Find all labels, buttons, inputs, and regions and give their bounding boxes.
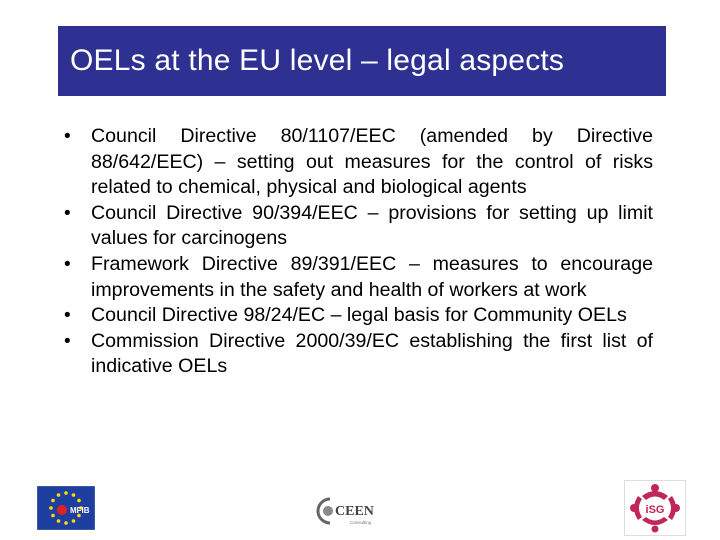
list-item <box>58 303 653 329</box>
bullet-icon: • <box>64 330 71 352</box>
ceen-logo-text: CEEN <box>335 504 374 519</box>
page-title: OELs at the EU level – legal aspects <box>70 44 565 77</box>
bullet-text: Council Directive 90/394/EEC – provisions for setting up limit values for carcinogens <box>91 201 653 250</box>
list-item <box>58 201 653 252</box>
list-item <box>58 124 653 201</box>
list-item <box>58 329 653 380</box>
bullet-text: Council Directive 98/24/EC – legal basis for Community OELs <box>91 304 627 327</box>
ceen-logo-subtext: Consulting <box>350 520 372 525</box>
bullet-icon: • <box>64 253 71 275</box>
eu-logo-text: MFIB <box>70 506 90 515</box>
bullet-text: Framework Directive 89/391/EEC – measures to encourage improvements in the safety and health of workers at work <box>91 252 653 301</box>
isg-logo-text: iSG <box>645 504 665 516</box>
bullet-list <box>58 124 653 380</box>
bullet-text: Commission Directive 2000/39/EC establishing the first list of indicative OELs <box>91 329 653 378</box>
bullet-icon: • <box>64 305 71 327</box>
bullet-icon: • <box>64 126 71 147</box>
eu-flag-logo <box>37 486 95 530</box>
list-item <box>58 252 653 303</box>
bullet-text: Council Directive 80/1107/EEC (amended by Directive 88/642/EEC) – setting out measures for the control of risks related to chemical, physical and biological agents <box>91 125 653 199</box>
ceen-logo <box>316 493 380 529</box>
bullet-icon: • <box>64 202 71 224</box>
title-bar <box>58 26 666 96</box>
isg-logo <box>624 480 686 536</box>
emblem-icon <box>57 505 67 515</box>
